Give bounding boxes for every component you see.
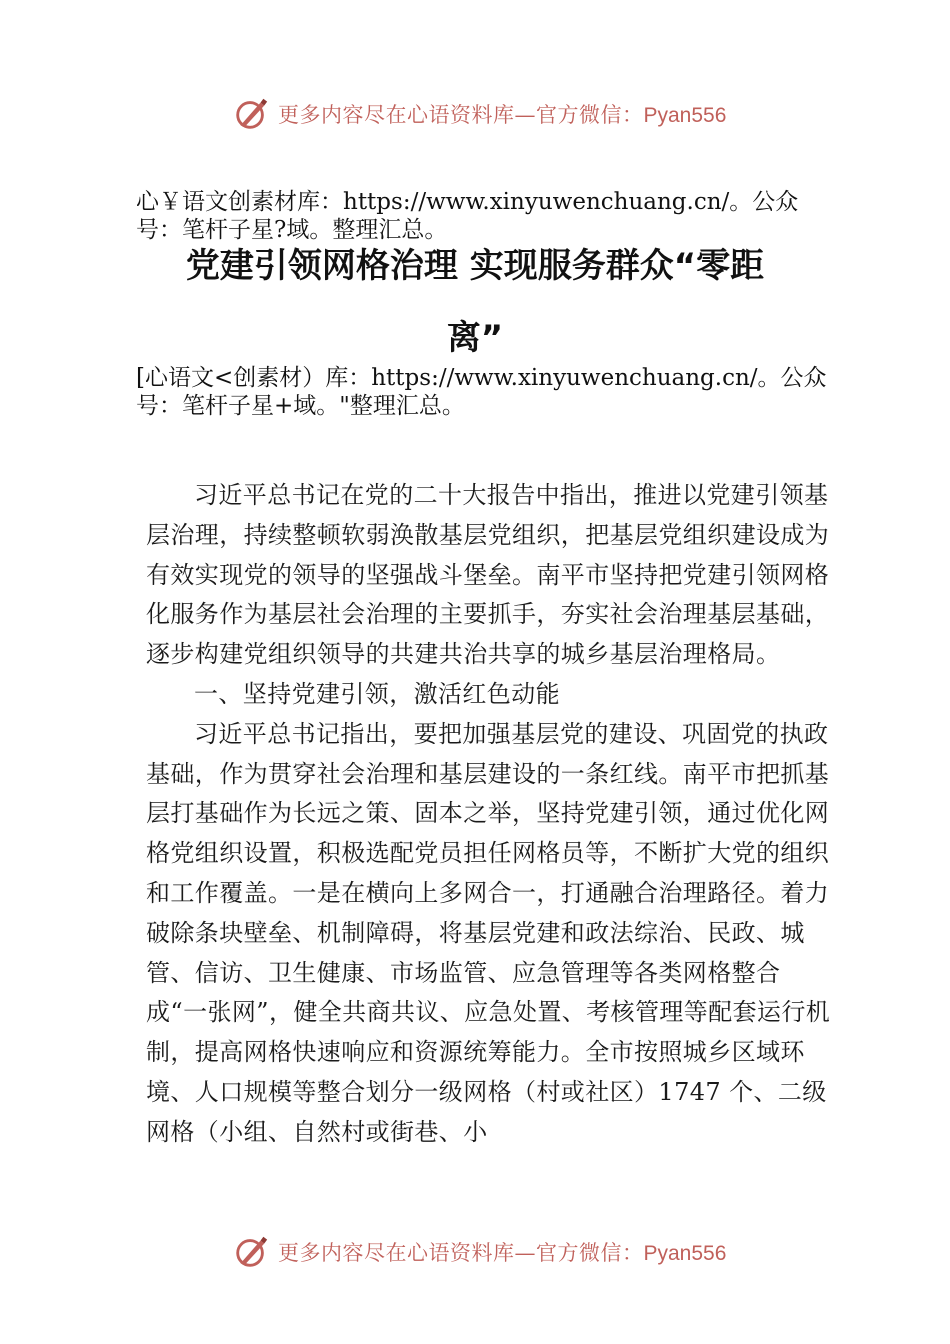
- pen-circle-icon: [232, 1233, 270, 1271]
- source-note: 心￥语文创素材库：https://www.xinyuwenchuang.cn/。公众号：笔杆子星?域。整理汇总。: [136, 189, 799, 243]
- paragraph: 习近平总书记指出，要把加强基层党的建设、巩固党的执政基础，作为贯穿社会治理和基层建设的一条红线。南平市把抓基层打基础作为长远之策、固本之举，坚持党建引领，通过优化网格党组织设置，积极选配党员担任网格员等，不断扩大党的组织和工作覆盖。一是在横向上多网合一，打通融合治理路径。着力破除条块壁垒、机制障碍，将基层党建和政法综治、民政、城管、信访、卫生健康、市场监管、应急管理等各类网格整合成“一张网”，健全共商共议、应急处置、考核管理等配套运行机制，提高网格快速响应和资源统筹能力。全市按照城乡区域环境、人口规模等整合划分一级网格（村或社区）1747 个、二级网格（小组、自然村或街巷、小: [146, 719, 831, 1146]
- wechat-id: Pyan556: [643, 104, 727, 127]
- header-banner: [232, 94, 726, 134]
- section-heading: 一、坚持党建引领，激活红色动能: [194, 679, 560, 708]
- paragraph: 习近平总书记在党的二十大报告中指出，推进以党建引领基层治理，持续整顿软弱涣散基层党组织，把基层党组织建设成为有效实现党的领导的坚强战斗堡垒。南平市坚持把党建引领网格化服务作为基层社会治理的主要抓手，夯实社会治理基层基础，逐步构建党组织领导的共建共治共享的城乡基层治理格局。: [146, 481, 830, 669]
- article-title-line-1: 党建引领网格治理 实现服务群众“零距: [185, 246, 765, 286]
- banner-text: 更多内容尽在心语资料库—官方微信：Pyan556: [278, 1241, 727, 1265]
- pen-circle-icon: [232, 95, 270, 133]
- banner-text: 更多内容尽在心语资料库—官方微信：Pyan556: [278, 103, 727, 127]
- footer-banner: [232, 1232, 726, 1272]
- source-note-second: [心语文<创素材）库：https://www.xinyuwenchuang.cn/。公众号：笔杆子星+域。"整理汇总。: [136, 365, 827, 419]
- wechat-id: Pyan556: [643, 1242, 727, 1265]
- article-title-line-2: 离”: [446, 318, 504, 358]
- article-body: [146, 476, 836, 1153]
